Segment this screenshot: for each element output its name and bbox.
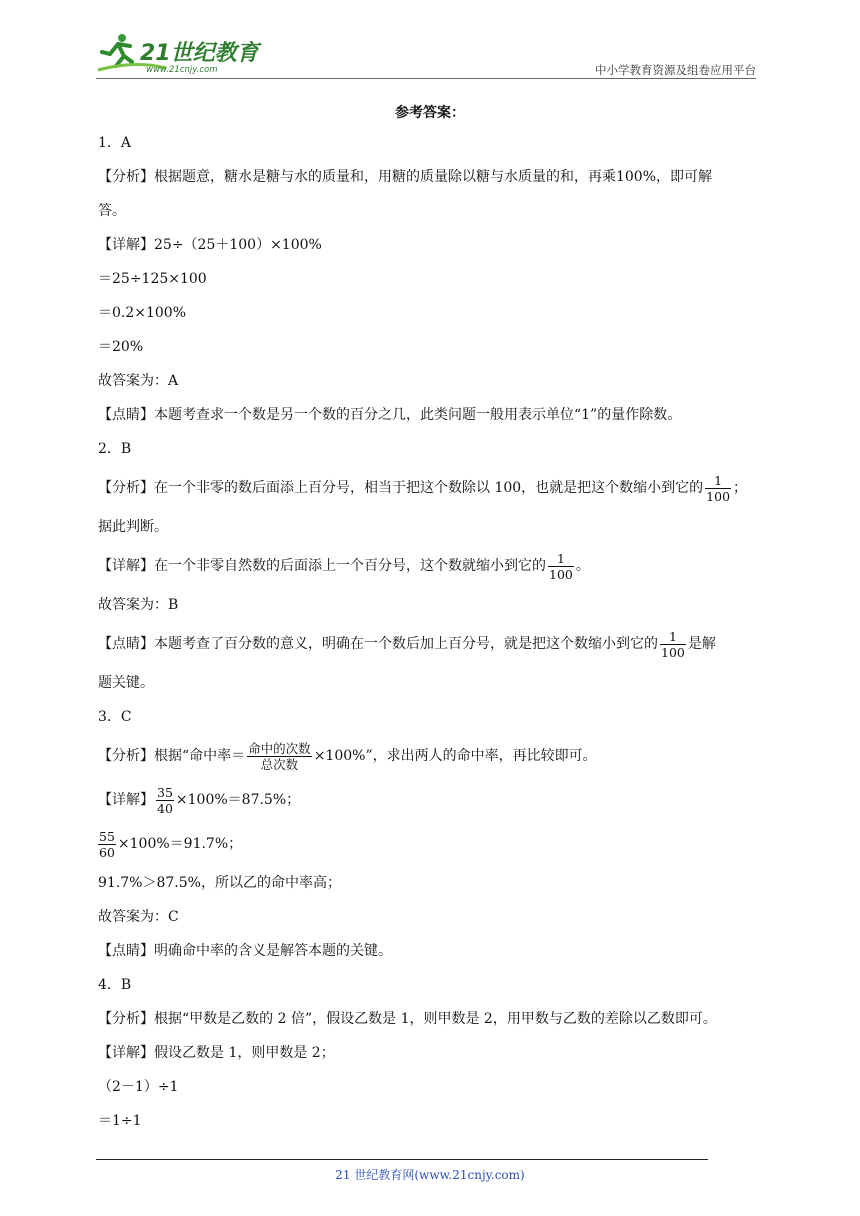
footer-divider (96, 1159, 708, 1160)
q1-answer: 1．A (98, 135, 132, 151)
answer-title: 参考答案： (395, 105, 465, 121)
q1-comment: 【点睛】本题考查求一个数是另一个数的百分之几，此类问题一般用表示单位“1”的量作除数。 (98, 407, 682, 423)
page-footer: 21 世纪教育网(www.21cnjy.com) (335, 1168, 525, 1182)
q3-analysis: 【分析】根据“命中率＝ $\frac{\text{命中的次数}}{\text{总次数}}$ ×100%”，求出两人的命中率，再比较即可。 (98, 740, 597, 772)
q3-answer: 3．C (98, 709, 132, 725)
fraction-1-100: $\frac{1}{100}$ (549, 550, 573, 582)
q3-compare: 91.7%＞87.5%，所以乙的命中率高； (98, 875, 341, 891)
q1-step3: ＝20% (98, 339, 144, 355)
q3-final: 故答案为：C (98, 909, 179, 925)
fraction-35-40: $\frac{35}{40}$ (157, 784, 173, 816)
q2-analysis-line1: 【分析】在一个非零的数后面添上百分号，相当于把这个数除以 100，也就是把这个数缩小到它的 $\frac{1}{100}$ ； (98, 472, 748, 504)
q3-detail: 【详解】 $\frac{35}{40}$ ×100%＝87.5%； (98, 784, 301, 816)
fraction-55-60: $\frac{55}{60}$ (99, 828, 115, 860)
q4-analysis: 【分析】根据“甲数是乙数的 2 倍”，假设乙数是 1，则甲数是 2，用甲数与乙数的差除以乙数即可。 (98, 1011, 717, 1027)
q2-detail: 【详解】在一个非零自然数的后面添上一个百分号，这个数就缩小到它的 $\frac{1}{100}$ 。 (98, 550, 590, 582)
q4-detail: 【详解】假设乙数是 1，则甲数是 2； (98, 1045, 335, 1061)
q1-step2: ＝0.2×100% (98, 305, 187, 321)
q4-step1: （2－1）÷1 (98, 1079, 179, 1095)
q2-answer: 2．B (98, 441, 132, 457)
site-logo (96, 30, 266, 76)
svg-text:21世纪教育: 21世纪教育 (140, 41, 259, 66)
q1-detail: 【详解】25÷（25＋100）×100% (98, 237, 322, 253)
q1-final: 故答案为：A (98, 373, 179, 389)
q1-analysis-line1: 【分析】根据题意，糖水是糖与水的质量和，用糖的质量除以糖与水质量的和，再乘100%，即可解 (98, 169, 713, 185)
fraction-1-100: $\frac{1}{100}$ (661, 628, 685, 660)
q2-comment-line1: 【点睛】本题考查了百分数的意义，明确在一个数后加上百分号，就是把这个数缩小到它的 $\frac{1}{100}$ 是解 (98, 628, 716, 660)
q2-final: 故答案为：B (98, 597, 179, 613)
q1-analysis-line2: 答。 (98, 203, 126, 219)
page-header (96, 30, 756, 80)
answer-content (98, 126, 762, 1138)
svg-text:www.21cnjy.com: www.21cnjy.com (146, 65, 218, 75)
q4-step2: ＝1÷1 (98, 1113, 142, 1129)
q3-detail-line2: $\frac{55}{60}$ ×100%＝91.7%； (99, 828, 243, 860)
platform-label: 中小学教育资源及组卷应用平台 (595, 63, 756, 77)
fraction-hit-rate: $\frac{\text{命中的次数}}{\text{总次数}}$ (248, 740, 311, 772)
q2-analysis-text: 【分析】在一个非零的数后面添上百分号，相当于把这个数除以 100，也就是把这个数缩小到它的 (98, 480, 704, 496)
q2-comment-line2: 题关键。 (98, 675, 154, 691)
q3-comment: 【点睛】明确命中率的含义是解答本题的关键。 (98, 943, 392, 959)
header-divider (96, 78, 756, 79)
q4-answer: 4．B (98, 977, 132, 993)
fraction-1-100: $\frac{1}{100}$ (706, 472, 731, 504)
q1-step1: ＝25÷125×100 (98, 271, 207, 287)
q2-analysis-line2: 据此判断。 (98, 519, 168, 535)
